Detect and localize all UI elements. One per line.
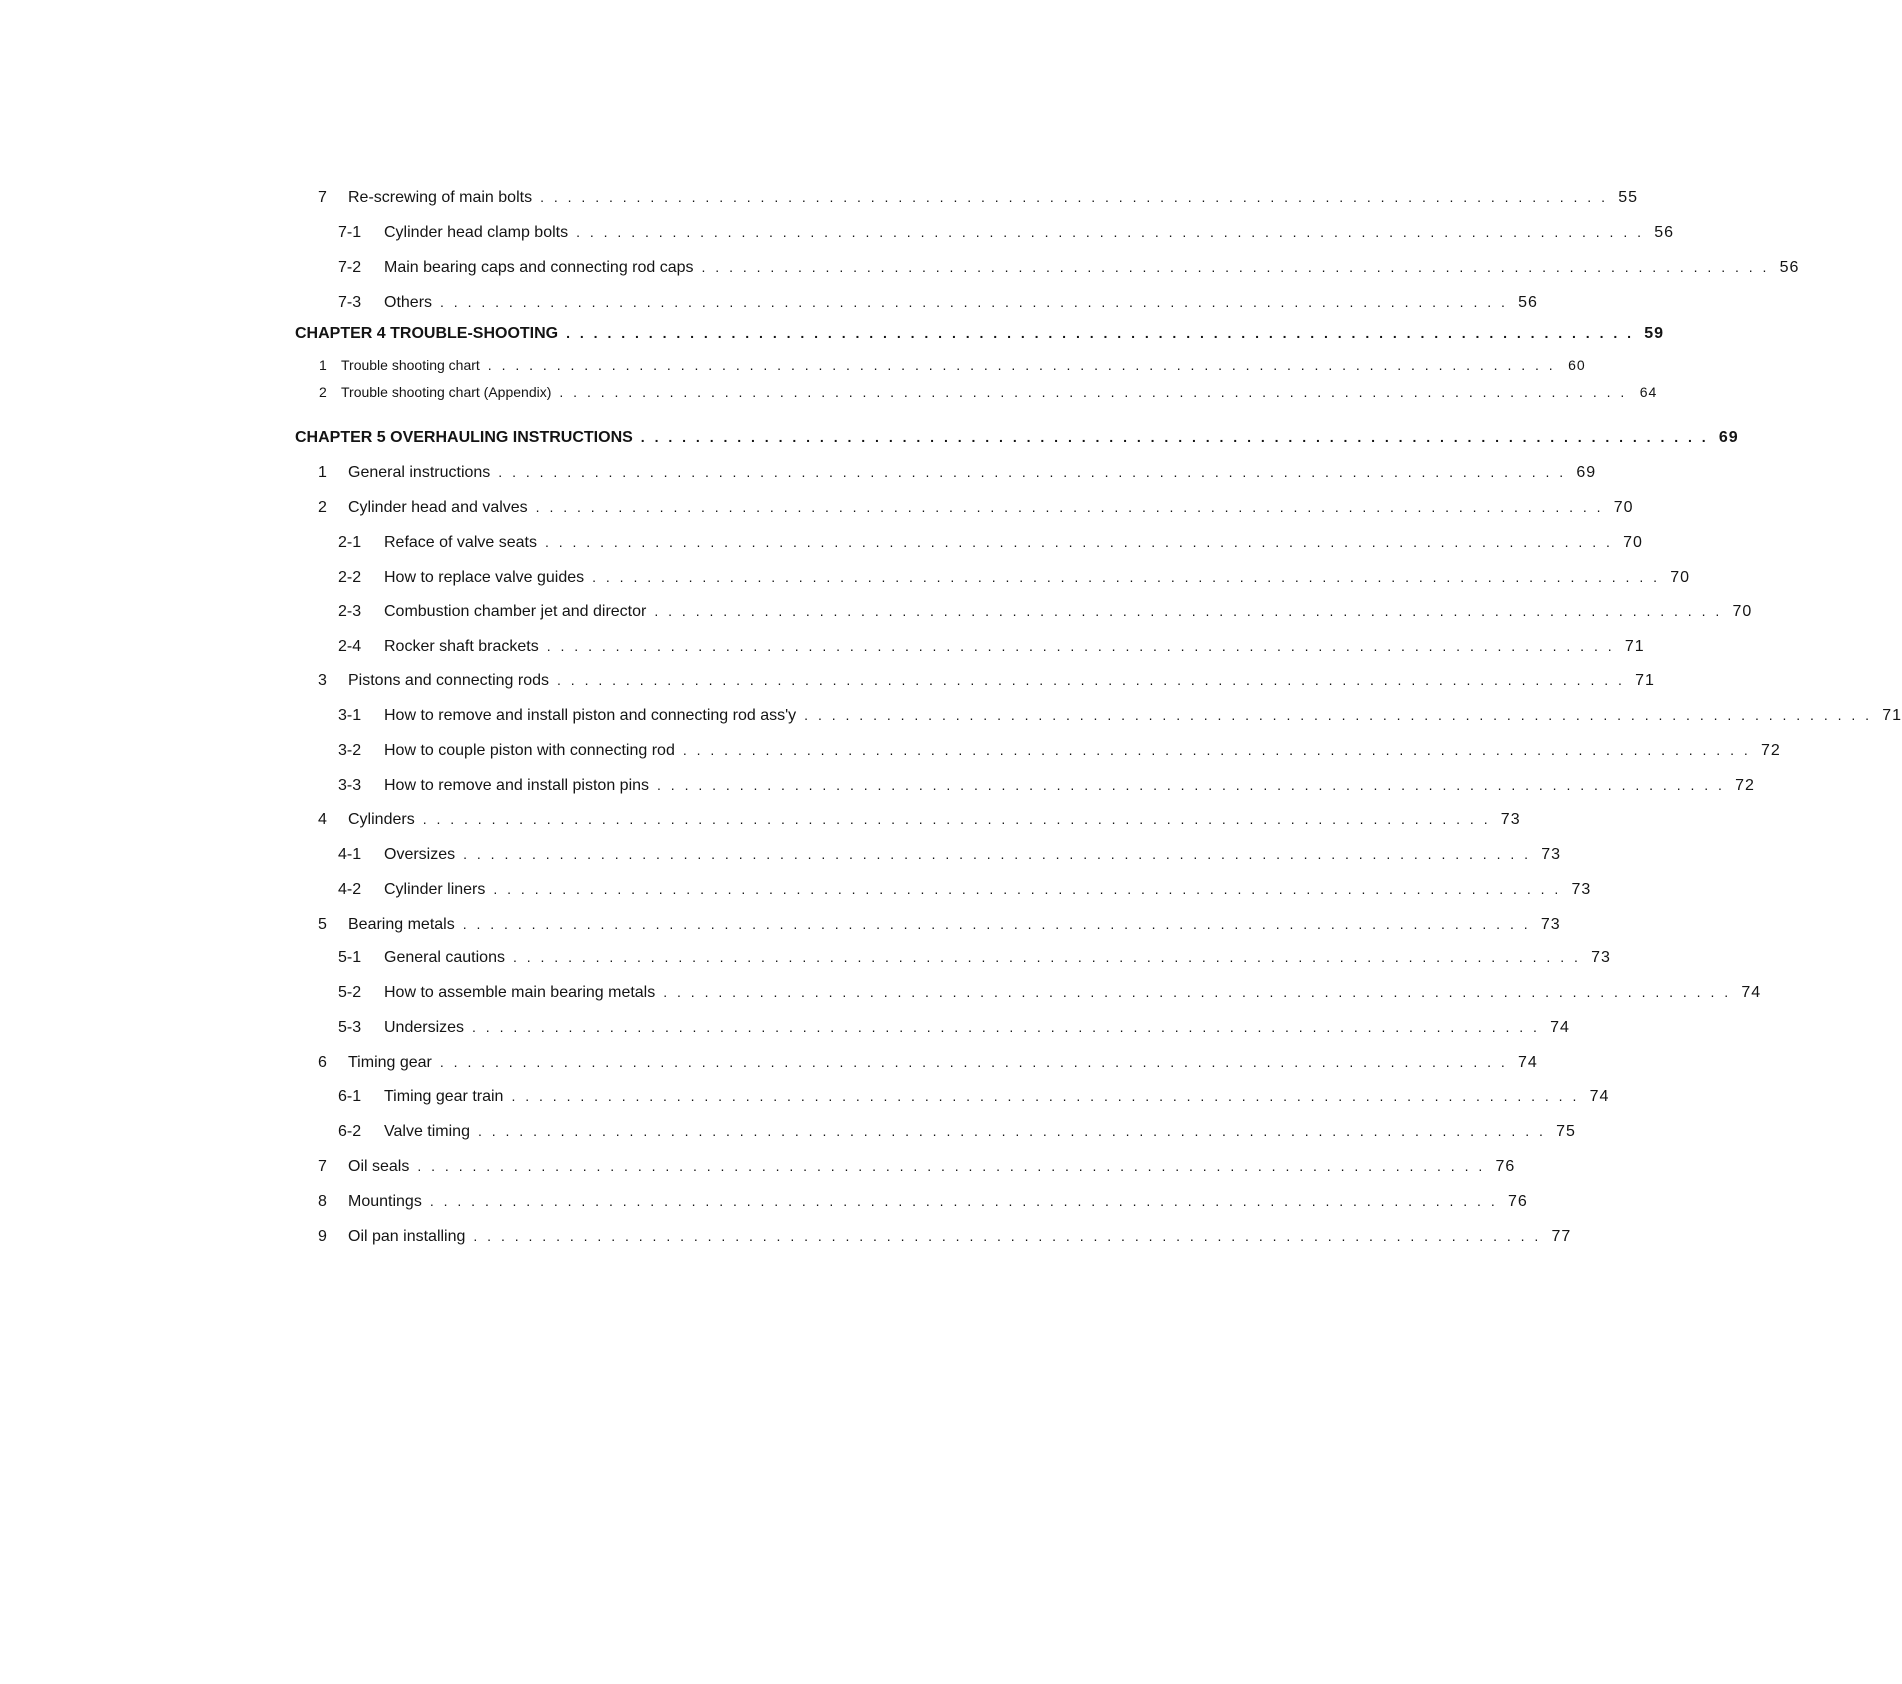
dot-leader: . . . . . . . . . . . . . . . . . . . . . . . . . . . . . . . . . . . . . . . . . . . . . . . . . . . . . . . . . . . . . . . . . . . . . . . . . . . . . . [592,569,1661,585]
toc-entry-number: 2-2 [338,569,362,586]
toc-entry-number: 7 [318,189,327,206]
toc-entry [338,256,1800,279]
toc-entry-title: CHAPTER 5 OVERHAULING INSTRUCTIONS [295,429,633,446]
toc-entry-number: 2-4 [338,638,362,655]
toc-entry-title: Timing gear train [384,1088,504,1105]
toc-entry [319,354,1586,376]
dot-leader: . . . . . . . . . . . . . . . . . . . . . . . . . . . . . . . . . . . . . . . . . . . . . . . . . . . . . . . . . . . . . . . . . . . . . . . . . . . . . . [576,224,1644,240]
toc-entry-page: 77 [1551,1228,1572,1245]
dot-leader: . . . . . . . . . . . . . . . . . . . . . . . . . . . . . . . . . . . . . . . . . . . . . . . . . . . . . . . . . . . . . . . . . . . . . . . . . . . . . . [439,1054,1508,1070]
dot-leader: . . . . . . . . . . . . . . . . . . . . . . . . . . . . . . . . . . . . . . . . . . . . . . . . . . . . . . . . . . . . . . . . . . . . . . . . . . . . . . [663,984,1732,1000]
dot-leader: . . . . . . . . . . . . . . . . . . . . . . . . . . . . . . . . . . . . . . . . . . . . . . . . . . . . . . . . . . . . . . . . . . . . . . . . . . . . . . [472,1019,1540,1035]
toc-entry [338,1120,1576,1143]
toc-entry-number: 2 [318,499,327,516]
dot-leader: . . . . . . . . . . . . . . . . . . . . . . . . . . . . . . . . . . . . . . . . . . . . . . . . . . . . . . . . . . . . . . . . . . . . . . . . . . . . . . [462,916,1531,932]
toc-entry-number: 4-1 [338,846,362,863]
toc-entry [318,1190,1528,1213]
dot-leader: . . . . . . . . . . . . . . . . . . . . . . . . . . . . . . . . . . . . . . . . . . . . . . . . . . . . . . . . . . . . . . . . . . . . . . . . . . . . . . [557,672,1625,688]
toc-entry-number: 6-2 [338,1123,362,1140]
toc-entry-page: 70 [1732,603,1753,620]
toc-entry-page: 64 [1639,384,1658,400]
dot-leader: . . . . . . . . . . . . . . . . . . . . . . . . . . . . . . . . . . . . . . . . . . . . . . . . . . . . . . . . . . . . . . . . . . . . . . . . . . . . . . [544,534,1613,550]
toc-entry [338,291,1538,314]
toc-entry-page: 60 [1568,357,1586,373]
toc-entry [338,1085,1610,1108]
toc-entry-number: 3 [318,672,327,689]
dot-leader: . . . . . . . . . . . . . . . . . . . . . . . . . . . . . . . . . . . . . . . . . . . . . . . . . . . . . . . . . . . . . . . . . . . . . . . . . . . . . . [440,294,1508,310]
dot-leader: . . . . . . . . . . . . . . . . . . . . . . . . . . . . . . . . . . . . . . . . . . . . . . . . . . . . . . . . . . . . . . . . . . . . . . . . . . . . . . [701,259,1770,275]
toc-entry-title: How to remove and install piston and connecting rod ass'y [384,707,797,724]
toc-entry-title: Bearing metals [348,916,455,933]
toc-entry-number: 8 [318,1193,327,1210]
toc-entry-page: 74 [1589,1088,1610,1105]
toc-entry [318,461,1597,484]
toc-entry-number: 4 [318,811,327,828]
toc-entry-number: 7-3 [338,294,362,311]
toc-entry-number: 7-2 [338,259,362,276]
toc-entry-number: 7-1 [338,224,362,241]
dot-leader: . . . . . . . . . . . . . . . . . . . . . . . . . . . . . . . . . . . . . . . . . . . . . . . . . . . . . . . . . . . . . . . . . . . . . . . . . . . . . . [640,429,1709,445]
dot-leader: . . . . . . . . . . . . . . . . . . . . . . . . . . . . . . . . . . . . . . . . . . . . . . . . . . . . . . . . . . . . . . . . . . . . . . . . . . . . . . [498,464,1567,480]
toc-entry-title: General instructions [348,464,491,481]
toc-entry-page: 72 [1735,777,1755,794]
toc-entry [318,913,1561,936]
toc-entry-number: 2-1 [338,534,362,551]
toc-entry-title: Mountings [348,1193,422,1210]
toc-entry-page: 73 [1541,846,1562,863]
toc-entry-number: 9 [318,1228,327,1245]
toc-entry [338,843,1562,866]
toc-entry-title: How to replace valve guides [384,569,585,586]
toc-entry-title: Oil seals [348,1158,410,1175]
toc-entry [318,186,1638,209]
toc-entry-page: 70 [1670,569,1691,586]
toc-entry [338,221,1674,244]
toc-entry [319,381,1658,403]
dot-leader: . . . . . . . . . . . . . . . . . . . . . . . . . . . . . . . . . . . . . . . . . . . . . . . . . . . . . . . . . . . . . . . . . . . . . . . . . . . . . . [804,707,1873,723]
toc-entry-number: 6 [318,1054,327,1071]
toc-entry [338,981,1762,1004]
toc-entry-number: 5-1 [338,949,362,966]
dot-leader: . . . . . . . . . . . . . . . . . . . . . . . . . . . . . . . . . . . . . . . . . . . . . . . . . . . . . . . . . . . . . . . . . . . . . . . . . . . . . . [487,357,1556,373]
toc-entry-page: 75 [1556,1123,1576,1140]
toc-entry-title: How to couple piston with connecting rod [384,742,675,759]
toc-entry-number: 5-2 [338,984,362,1001]
toc-entry-title: Trouble shooting chart (Appendix) [341,384,552,400]
toc-entry-number: 7 [318,1158,327,1175]
toc-entry-title: Timing gear [348,1054,432,1071]
toc-entry-page: 71 [1635,672,1655,689]
toc-entry-page: 70 [1613,499,1634,516]
toc-entry [338,566,1691,589]
toc-entry [318,496,1634,519]
toc-entry-page: 55 [1618,189,1638,206]
toc-entry-number: 1 [318,464,327,481]
toc-entry-page: 69 [1576,464,1597,481]
toc-entry-title: Reface of valve seats [384,534,537,551]
toc-entry-number: 3-3 [338,777,362,794]
toc-entry [338,946,1611,969]
toc-entry-title: Cylinder liners [384,881,486,898]
toc-entry-title: Pistons and connecting rods [348,672,550,689]
toc-entry-page: 71 [1624,638,1645,655]
toc-entry-title: Oversizes [384,846,456,863]
toc-entry-number: 2-3 [338,603,362,620]
toc-entry-page: 56 [1518,294,1538,311]
toc-entry-page: 74 [1518,1054,1538,1071]
toc-entry-page: 76 [1495,1158,1516,1175]
toc-entry-title: Oil pan installing [348,1228,466,1245]
dot-leader: . . . . . . . . . . . . . . . . . . . . . . . . . . . . . . . . . . . . . . . . . . . . . . . . . . . . . . . . . . . . . . . . . . . . . . . . . . . . . . [417,1158,1486,1174]
toc-entry [318,1225,1572,1248]
toc-entry [318,808,1521,831]
chapter-heading [295,426,1739,449]
toc-entry-page: 71 [1882,707,1902,724]
toc-entry-title: CHAPTER 4 TROUBLE-SHOOTING [295,325,559,342]
dot-leader: . . . . . . . . . . . . . . . . . . . . . . . . . . . . . . . . . . . . . . . . . . . . . . . . . . . . . . . . . . . . . . . . . . . . . . . . . . . . . . [473,1228,1542,1244]
toc-entry-page: 56 [1779,259,1800,276]
toc-entry-title: Main bearing caps and connecting rod caps [384,259,694,276]
toc-entry-title: Others [384,294,433,311]
toc-entry-title: Valve timing [384,1123,470,1140]
toc-entry-number: 5-3 [338,1019,362,1036]
toc-entry [338,739,1781,762]
toc-entry-page: 72 [1760,742,1781,759]
dot-leader: . . . . . . . . . . . . . . . . . . . . . . . . . . . . . . . . . . . . . . . . . . . . . . . . . . . . . . . . . . . . . . . . . . . . . . . . . . . . . . [682,742,1751,758]
toc-entry-title: Undersizes [384,1019,465,1036]
toc-entry-page: 74 [1741,984,1762,1001]
toc-entry-number: 3-1 [338,707,362,724]
dot-leader: . . . . . . . . . . . . . . . . . . . . . . . . . . . . . . . . . . . . . . . . . . . . . . . . . . . . . . . . . . . . . . . . . . . . . . . . . . . . . . [477,1123,1546,1139]
toc-entry-page: 73 [1540,916,1561,933]
dot-leader: . . . . . . . . . . . . . . . . . . . . . . . . . . . . . . . . . . . . . . . . . . . . . . . . . . . . . . . . . . . . . . . . . . . . . . . . . . . . . . [540,189,1608,205]
toc-entry [338,1016,1570,1039]
dot-leader: . . . . . . . . . . . . . . . . . . . . . . . . . . . . . . . . . . . . . . . . . . . . . . . . . . . . . . . . . . . . . . . . . . . . . . . . . . . . . . [512,949,1581,965]
toc-entry [338,704,1902,727]
toc-entry-title: Trouble shooting chart [341,357,480,373]
toc-entry-page: 73 [1500,811,1521,828]
toc-entry [318,669,1655,692]
toc-entry-page: 70 [1623,534,1643,551]
dot-leader: . . . . . . . . . . . . . . . . . . . . . . . . . . . . . . . . . . . . . . . . . . . . . . . . . . . . . . . . . . . . . . . . . . . . . . . . . . . . . . [422,811,1491,827]
toc-entry-page: 73 [1571,881,1592,898]
toc-entry-number: 5 [318,916,327,933]
toc-entry-number: 1 [319,357,327,373]
toc-entry-number: 6-1 [338,1088,362,1105]
toc-entry [338,531,1643,554]
toc-entry-page: 73 [1591,949,1611,966]
toc-entry-page: 69 [1718,429,1739,446]
dot-leader: . . . . . . . . . . . . . . . . . . . . . . . . . . . . . . . . . . . . . . . . . . . . . . . . . . . . . . . . . . . . . . . . . . . . . . . . . . . . . . [654,603,1723,619]
toc-entry-title: Cylinder head and valves [348,499,528,516]
toc-entry [338,635,1645,658]
toc-entry-number: 4-2 [338,881,362,898]
toc-entry-page: 59 [1644,325,1665,342]
toc-entry-page: 76 [1507,1193,1528,1210]
toc-entry-page: 56 [1654,224,1674,241]
toc-entry-number: 2 [319,384,327,400]
toc-entry [318,1155,1516,1178]
dot-leader: . . . . . . . . . . . . . . . . . . . . . . . . . . . . . . . . . . . . . . . . . . . . . . . . . . . . . . . . . . . . . . . . . . . . . . . . . . . . . . [566,325,1635,341]
toc-entry-title: General cautions [384,949,505,966]
dot-leader: . . . . . . . . . . . . . . . . . . . . . . . . . . . . . . . . . . . . . . . . . . . . . . . . . . . . . . . . . . . . . . . . . . . . . . . . . . . . . . [559,384,1628,400]
toc-entry-title: Cylinders [348,811,415,828]
toc-entry [338,600,1753,623]
toc-entry-title: Rocker shaft brackets [384,638,539,655]
toc-entry-title: Re-screwing of main bolts [348,189,533,206]
toc-entry-title: Cylinder head clamp bolts [384,224,569,241]
toc-entry-page: 74 [1550,1019,1570,1036]
dot-leader: . . . . . . . . . . . . . . . . . . . . . . . . . . . . . . . . . . . . . . . . . . . . . . . . . . . . . . . . . . . . . . . . . . . . . . . . . . . . . . [546,638,1615,654]
toc-entry [318,1051,1538,1074]
toc-entry [338,774,1755,797]
dot-leader: . . . . . . . . . . . . . . . . . . . . . . . . . . . . . . . . . . . . . . . . . . . . . . . . . . . . . . . . . . . . . . . . . . . . . . . . . . . . . . [657,777,1725,793]
dot-leader: . . . . . . . . . . . . . . . . . . . . . . . . . . . . . . . . . . . . . . . . . . . . . . . . . . . . . . . . . . . . . . . . . . . . . . . . . . . . . . [463,846,1532,862]
dot-leader: . . . . . . . . . . . . . . . . . . . . . . . . . . . . . . . . . . . . . . . . . . . . . . . . . . . . . . . . . . . . . . . . . . . . . . . . . . . . . . [493,881,1562,897]
toc-entry-number: 3-2 [338,742,362,759]
dot-leader: . . . . . . . . . . . . . . . . . . . . . . . . . . . . . . . . . . . . . . . . . . . . . . . . . . . . . . . . . . . . . . . . . . . . . . . . . . . . . . [511,1088,1580,1104]
toc-entry-title: How to remove and install piston pins [384,777,650,794]
toc-entry-title: How to assemble main bearing metals [384,984,656,1001]
chapter-heading [295,322,1665,345]
dot-leader: . . . . . . . . . . . . . . . . . . . . . . . . . . . . . . . . . . . . . . . . . . . . . . . . . . . . . . . . . . . . . . . . . . . . . . . . . . . . . . [429,1193,1498,1209]
dot-leader: . . . . . . . . . . . . . . . . . . . . . . . . . . . . . . . . . . . . . . . . . . . . . . . . . . . . . . . . . . . . . . . . . . . . . . . . . . . . . . [535,499,1604,515]
toc-entry-title: Combustion chamber jet and director [384,603,647,620]
toc-entry [338,878,1592,901]
